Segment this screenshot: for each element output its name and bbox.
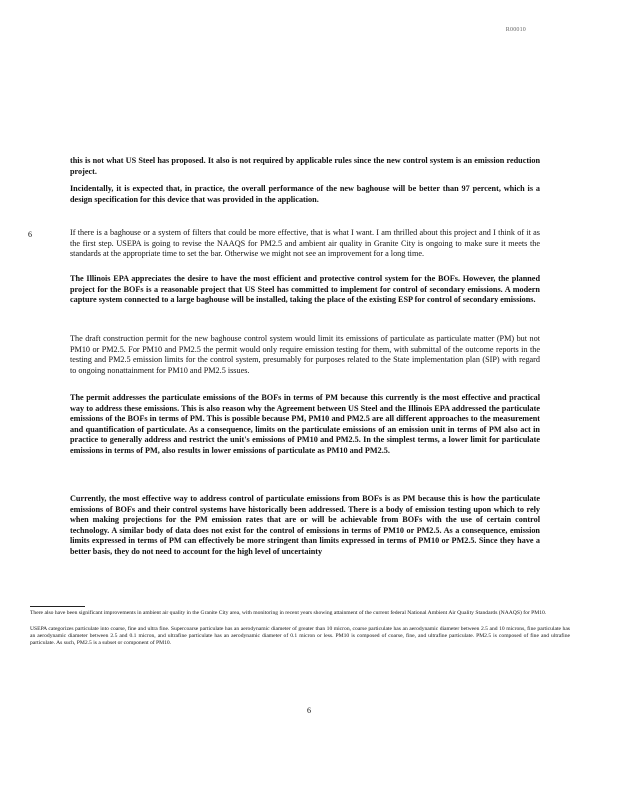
footnote-divider bbox=[30, 606, 85, 607]
paragraph-2: Incidentally, it is expected that, in practice, the overall performance of the new baghouse will be better than 97 percent, which is a design specification for this device that was provided in the application. bbox=[70, 184, 540, 204]
page-number: 6 bbox=[307, 706, 311, 715]
response-paragraph-3: Currently, the most effective way to address control of particulate emissions from BOFs is as PM because this is how the particulate emissions of BOFs and their control systems have historically been addressed. There is a body of emission testing upon which to rely when making projections for the PM emission rates that are or will be achievable from BOFs with the use of certain control technology. A similar body of data does not exist for the control of emissions in terms of PM10 or PM2.5. As a consequence, emission limits expressed in terms of PM can effectively be more stringent than limits expressed in terms of PM10 or PM2.5. Since they have a better basis, they do not need to account for the high level of uncertainty bbox=[70, 494, 540, 556]
comment-number: 6 bbox=[28, 230, 32, 239]
footnote-1: There also have been significant improvements in ambient air quality in the Granite City area, with monitoring in recent years showing attainment of the current federal National Ambient Air Quality Standards (NAAQS) for PM10. bbox=[30, 610, 547, 616]
comment-paragraph-2: The draft construction permit for the new baghouse control system would limit its emissions of particulate as particulate matter (PM) but not PM10 or PM2.5. For PM10 and PM2.5 the permit would only require emission testing for them, with submittal of the outcome reports in the testing and PM2.5 emission limits for the control system, presumably for purposes related to the State implementation plan (SIP) with regard to ongoing nonattainment for PM10 and PM2.5 issues. bbox=[70, 334, 540, 375]
document-id-stamp: R00010 bbox=[505, 27, 526, 33]
comment-paragraph: If there is a baghouse or a system of filters that could be more effective, that is what I want. I am thrilled about this project and I think of it as the first step. USEPA is going to revise the NAAQS for PM2.5 and ambient air quality in Granite City is ongoing to make sure it meets the standards at the appropriate time to set the bar. Otherwise we might not see an improvement for a long time. bbox=[70, 228, 540, 259]
paragraph-1: this is not what US Steel has proposed. It also is not required by applicable rules since the new control system is an emission reduction project. bbox=[70, 156, 540, 176]
response-paragraph-1: The Illinois EPA appreciates the desire to have the most efficient and protective control system for the BOFs. However, the planned project for the BOFs is a reasonable project that US Steel has committed to implement for control of secondary emissions. A modern capture system connected to a large baghouse will be installed, taking the place of the existing ESP for control of secondary emissions. bbox=[70, 274, 540, 305]
footnote-2: USEPA categorizes particulate into coarse, fine and ultra fine. Supercoarse particulate has an aerodynamic diameter of greater than 10 micron, coarse particulate has an aerodynamic diameter between 2.5 and 10 microns, fine particulate has an aerodynamic diameter between 2.5 and 0.1 micron, and ultrafine particulate has an aerodynamic diameter of 0.1 micron or less. PM10 is composed of coarse, fine, and ultrafine particulate. PM2.5 is composed of fine and ultrafine particulate. As such, PM2.5 is a subset or component of PM10. bbox=[30, 626, 570, 647]
response-paragraph-2: The permit addresses the particulate emissions of the BOFs in terms of PM because this currently is the most effective and practical way to address these emissions. This is also reason why the Agreement between US Steel and the Illinois EPA addressed the particulate emissions of the BOFs in terms of PM. This is possible because PM, PM10 and PM2.5 are all different approaches to the measurement and quantification of particulate. As a consequence, limits on the particulate emissions of an emission unit in terms of PM also act in practice to generally address and restrict the unit's emissions of PM10 and PM2.5. In the simplest terms, a lower limit for particulate emissions in terms of PM, also results in lower emissions of particulate as PM10 and PM2.5. bbox=[70, 393, 540, 455]
